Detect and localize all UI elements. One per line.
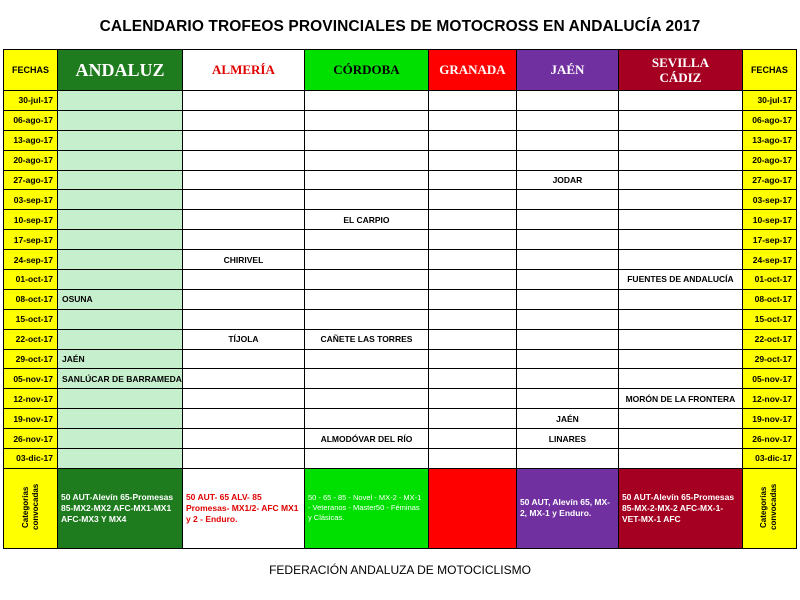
event-cell-jaen: LINARES (516, 429, 618, 449)
event-cell-almeria (182, 230, 304, 250)
categorias-label-right (742, 468, 796, 548)
event-cell-jaen (516, 369, 618, 389)
date-cell-right: 06-ago-17 (742, 110, 796, 130)
event-cell-cordoba (304, 309, 428, 329)
col-header-cordoba: CÓRDOBA (304, 50, 428, 91)
event-cell-granada (428, 369, 516, 389)
date-cell-left: 17-sep-17 (4, 230, 58, 250)
event-cell-almeria: TÍJOLA (182, 329, 304, 349)
calendar-table (3, 49, 797, 549)
event-cell-cordoba (304, 170, 428, 190)
date-cell-right: 26-nov-17 (742, 429, 796, 449)
event-cell-almeria (182, 270, 304, 290)
event-cell-almeria (182, 170, 304, 190)
date-cell-right: 03-sep-17 (742, 190, 796, 210)
categorias-sevilla-cadiz: 50 AUT-Alevín 65-Promesas 85-MX-2-MX-2 AFC-MX-1-VET-MX-1 AFC (618, 468, 742, 548)
event-cell-cordoba (304, 91, 428, 111)
event-cell-granada (428, 110, 516, 130)
event-cell-granada (428, 329, 516, 349)
event-cell-andaluz (58, 329, 183, 349)
event-cell-sevilla (618, 130, 742, 150)
event-cell-jaen (516, 309, 618, 329)
event-cell-cordoba (304, 190, 428, 210)
event-cell-sevilla (618, 369, 742, 389)
date-cell-left: 03-dic-17 (4, 449, 58, 469)
table-row (4, 230, 797, 250)
event-cell-jaen (516, 190, 618, 210)
date-cell-right: 24-sep-17 (742, 250, 796, 270)
table-row (4, 270, 797, 290)
event-cell-granada (428, 449, 516, 469)
event-cell-sevilla (618, 449, 742, 469)
event-cell-andaluz (58, 210, 183, 230)
event-cell-sevilla: FUENTES DE ANDALUCÍA (618, 270, 742, 290)
event-cell-jaen (516, 210, 618, 230)
date-cell-right: 05-nov-17 (742, 369, 796, 389)
event-cell-granada (428, 349, 516, 369)
event-cell-andaluz (58, 449, 183, 469)
event-cell-jaen (516, 389, 618, 409)
table-row (4, 349, 797, 369)
event-cell-almeria (182, 190, 304, 210)
event-cell-jaen (516, 91, 618, 111)
event-cell-sevilla (618, 230, 742, 250)
categorias-almeria: 50 AUT- 65 ALV- 85 Promesas- MX1/2- AFC MX1 y 2 - Enduro. (182, 468, 304, 548)
event-cell-andaluz (58, 230, 183, 250)
date-cell-right: 22-oct-17 (742, 329, 796, 349)
event-cell-sevilla (618, 210, 742, 230)
categorias-row (4, 468, 797, 548)
event-cell-andaluz (58, 190, 183, 210)
table-row (4, 389, 797, 409)
date-cell-right: 29-oct-17 (742, 349, 796, 369)
date-cell-left: 13-ago-17 (4, 130, 58, 150)
event-cell-cordoba (304, 270, 428, 290)
categorias-granada (428, 468, 516, 548)
col-header-granada: GRANADA (428, 50, 516, 91)
date-cell-right: 08-oct-17 (742, 289, 796, 309)
event-cell-sevilla (618, 429, 742, 449)
event-cell-granada (428, 91, 516, 111)
event-cell-jaen (516, 230, 618, 250)
event-cell-granada (428, 309, 516, 329)
event-cell-almeria (182, 449, 304, 469)
event-cell-almeria (182, 349, 304, 369)
date-rows (4, 91, 797, 469)
event-cell-andaluz (58, 389, 183, 409)
event-cell-sevilla (618, 110, 742, 130)
table-row (4, 110, 797, 130)
event-cell-granada (428, 250, 516, 270)
date-cell-left: 19-nov-17 (4, 409, 58, 429)
event-cell-jaen: JAÉN (516, 409, 618, 429)
event-cell-almeria (182, 369, 304, 389)
table-row (4, 210, 797, 230)
date-cell-right: 17-sep-17 (742, 230, 796, 250)
event-cell-andaluz: JAÉN (58, 349, 183, 369)
event-cell-sevilla (618, 409, 742, 429)
table-row (4, 429, 797, 449)
categorias-cordoba: 50 - 65 - 85 - Novel - MX-2 - MX-1 - Veteranos - Master50 - Féminas y Clásicas. (304, 468, 428, 548)
date-cell-left: 15-oct-17 (4, 309, 58, 329)
date-cell-right: 10-sep-17 (742, 210, 796, 230)
event-cell-jaen (516, 110, 618, 130)
date-cell-left: 12-nov-17 (4, 389, 58, 409)
event-cell-cordoba (304, 349, 428, 369)
event-cell-almeria (182, 150, 304, 170)
event-cell-andaluz (58, 170, 183, 190)
col-header-almeria: ALMERÍA (182, 50, 304, 91)
table-row (4, 409, 797, 429)
event-cell-jaen (516, 349, 618, 369)
table-row (4, 91, 797, 111)
event-cell-cordoba (304, 150, 428, 170)
event-cell-almeria (182, 289, 304, 309)
date-cell-left: 06-ago-17 (4, 110, 58, 130)
event-cell-granada (428, 190, 516, 210)
table-row (4, 449, 797, 469)
event-cell-andaluz: SANLÚCAR DE BARRAMEDA (58, 369, 183, 389)
event-cell-jaen (516, 130, 618, 150)
event-cell-jaen (516, 449, 618, 469)
date-cell-left: 24-sep-17 (4, 250, 58, 270)
footer: FEDERACIÓN ANDALUZA DE MOTOCICLISMO (269, 563, 531, 577)
event-cell-sevilla (618, 329, 742, 349)
event-cell-almeria: CHIRIVEL (182, 250, 304, 270)
categorias-jaen: 50 AUT, Alevín 65, MX-2, MX-1 y Enduro. (516, 468, 618, 548)
event-cell-cordoba: ALMODÓVAR DEL RÍO (304, 429, 428, 449)
date-cell-right: 27-ago-17 (742, 170, 796, 190)
event-cell-granada (428, 170, 516, 190)
event-cell-almeria (182, 429, 304, 449)
event-cell-granada (428, 270, 516, 290)
event-cell-jaen: JODAR (516, 170, 618, 190)
event-cell-cordoba (304, 389, 428, 409)
date-cell-left: 22-oct-17 (4, 329, 58, 349)
table-row (4, 309, 797, 329)
table-row (4, 170, 797, 190)
event-cell-andaluz (58, 130, 183, 150)
event-cell-andaluz (58, 270, 183, 290)
date-cell-right: 13-ago-17 (742, 130, 796, 150)
date-cell-right: 19-nov-17 (742, 409, 796, 429)
table-row (4, 150, 797, 170)
event-cell-granada (428, 289, 516, 309)
event-cell-granada (428, 150, 516, 170)
event-cell-andaluz (58, 91, 183, 111)
event-cell-granada (428, 210, 516, 230)
event-cell-cordoba (304, 289, 428, 309)
event-cell-almeria (182, 210, 304, 230)
categorias-label-text: Categorías convocadas (759, 483, 779, 531)
event-cell-granada (428, 230, 516, 250)
event-cell-almeria (182, 309, 304, 329)
event-cell-cordoba (304, 250, 428, 270)
date-cell-left: 30-jul-17 (4, 91, 58, 111)
event-cell-almeria (182, 91, 304, 111)
event-cell-sevilla (618, 349, 742, 369)
event-cell-sevilla (618, 170, 742, 190)
event-cell-jaen (516, 270, 618, 290)
table-row (4, 250, 797, 270)
date-cell-left: 26-nov-17 (4, 429, 58, 449)
event-cell-andaluz (58, 110, 183, 130)
event-cell-cordoba (304, 369, 428, 389)
date-cell-left: 05-nov-17 (4, 369, 58, 389)
date-cell-right: 20-ago-17 (742, 150, 796, 170)
table-row (4, 289, 797, 309)
date-cell-right: 15-oct-17 (742, 309, 796, 329)
fechas-header-right: FECHAS (742, 50, 796, 91)
event-cell-sevilla (618, 91, 742, 111)
date-cell-right: 30-jul-17 (742, 91, 796, 111)
event-cell-jaen (516, 289, 618, 309)
event-cell-almeria (182, 130, 304, 150)
table-row (4, 329, 797, 349)
table-row (4, 190, 797, 210)
event-cell-cordoba: EL CARPIO (304, 210, 428, 230)
event-cell-sevilla: MORÓN DE LA FRONTERA (618, 389, 742, 409)
date-cell-right: 01-oct-17 (742, 270, 796, 290)
col-header-jaen: JAÉN (516, 50, 618, 91)
event-cell-andaluz: OSUNA (58, 289, 183, 309)
date-cell-right: 12-nov-17 (742, 389, 796, 409)
event-cell-sevilla (618, 150, 742, 170)
date-cell-left: 29-oct-17 (4, 349, 58, 369)
categorias-label-left (4, 468, 58, 548)
col-header-sevilla-cadiz: SEVILLA CÁDIZ (618, 50, 742, 91)
event-cell-sevilla (618, 190, 742, 210)
event-cell-cordoba (304, 230, 428, 250)
date-cell-left: 27-ago-17 (4, 170, 58, 190)
col-header-andaluz: ANDALUZ (58, 50, 183, 91)
table-row (4, 369, 797, 389)
fechas-header-left: FECHAS (4, 50, 58, 91)
event-cell-almeria (182, 110, 304, 130)
event-cell-cordoba: CAÑETE LAS TORRES (304, 329, 428, 349)
event-cell-sevilla (618, 289, 742, 309)
event-cell-andaluz (58, 309, 183, 329)
event-cell-granada (428, 429, 516, 449)
event-cell-almeria (182, 389, 304, 409)
event-cell-granada (428, 409, 516, 429)
event-cell-sevilla (618, 250, 742, 270)
event-cell-granada (428, 389, 516, 409)
event-cell-jaen (516, 250, 618, 270)
event-cell-cordoba (304, 110, 428, 130)
date-cell-left: 08-oct-17 (4, 289, 58, 309)
event-cell-sevilla (618, 309, 742, 329)
date-cell-left: 20-ago-17 (4, 150, 58, 170)
event-cell-cordoba (304, 130, 428, 150)
event-cell-andaluz (58, 150, 183, 170)
event-cell-jaen (516, 329, 618, 349)
event-cell-almeria (182, 409, 304, 429)
categorias-label-text: Categorías convocadas (20, 483, 40, 531)
event-cell-andaluz (58, 429, 183, 449)
event-cell-cordoba (304, 449, 428, 469)
event-cell-granada (428, 130, 516, 150)
date-cell-left: 03-sep-17 (4, 190, 58, 210)
date-cell-left: 01-oct-17 (4, 270, 58, 290)
date-cell-right: 03-dic-17 (742, 449, 796, 469)
event-cell-cordoba (304, 409, 428, 429)
categorias-andaluz: 50 AUT-Alevín 65-Promesas 85-MX2-MX2 AFC-MX1-MX1 AFC-MX3 Y MX4 (58, 468, 183, 548)
header-row (4, 50, 797, 91)
event-cell-andaluz (58, 409, 183, 429)
event-cell-andaluz (58, 250, 183, 270)
table-row (4, 130, 797, 150)
event-cell-jaen (516, 150, 618, 170)
page-title: CALENDARIO TROFEOS PROVINCIALES DE MOTOCROSS EN ANDALUCÍA 2017 (99, 18, 701, 35)
date-cell-left: 10-sep-17 (4, 210, 58, 230)
